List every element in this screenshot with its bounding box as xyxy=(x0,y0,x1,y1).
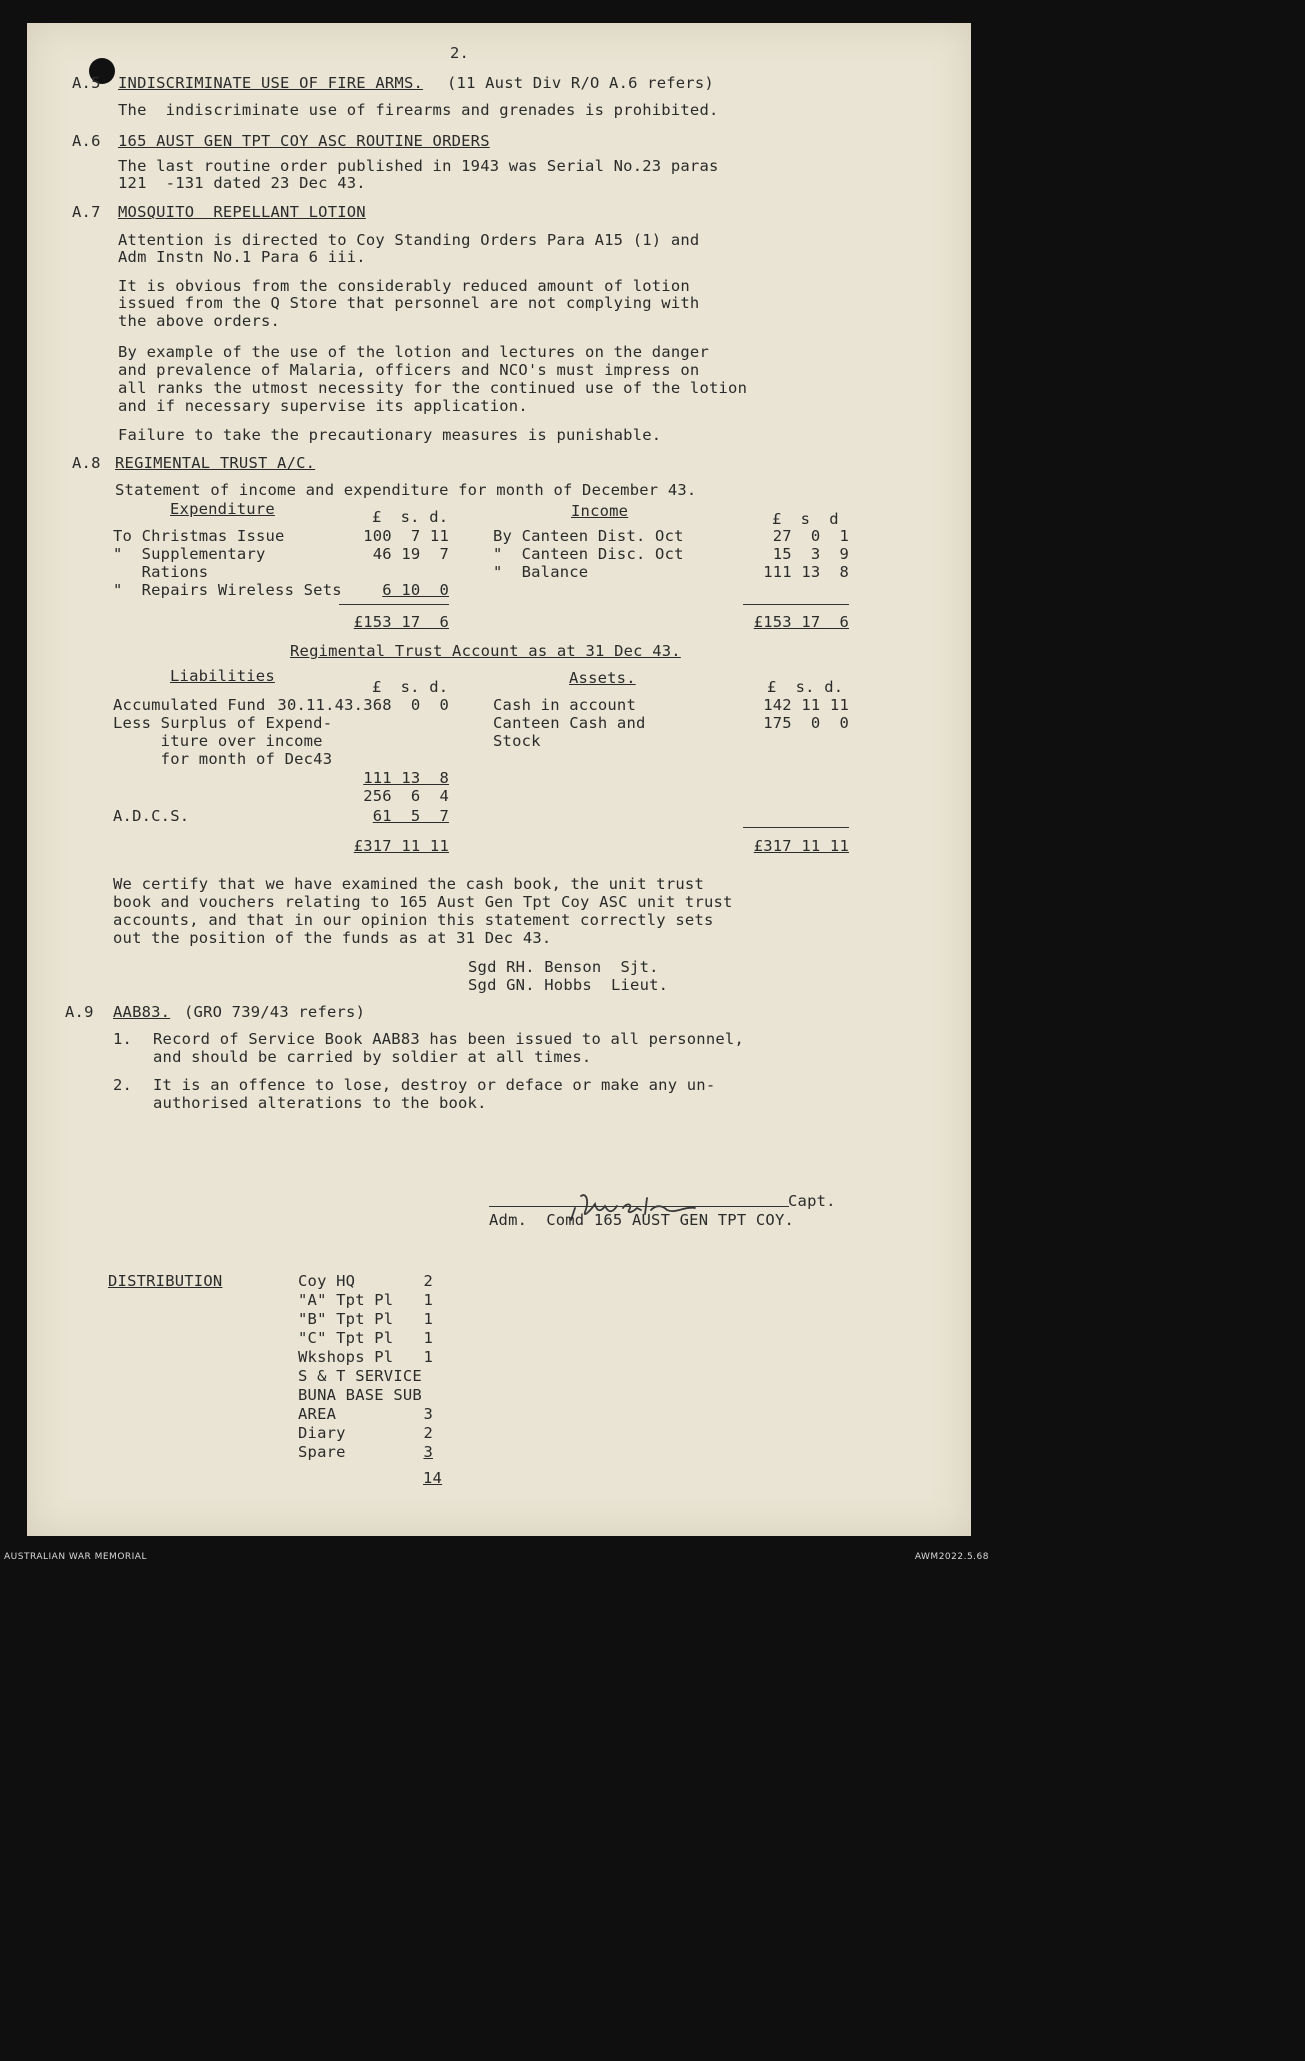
distribution-item: Spare xyxy=(298,1443,346,1461)
distribution-quantity: 3 xyxy=(423,1405,433,1423)
signoff-rank: Capt. xyxy=(788,1192,836,1210)
a7-text-line: Failure to take the precautionary measures is punishable. xyxy=(118,426,662,444)
income-item: " Balance xyxy=(493,563,589,581)
income-heading: Income xyxy=(571,502,629,520)
a9-item-line: authorised alterations to the book. xyxy=(153,1094,487,1112)
expenditure-item: Rations xyxy=(113,563,209,581)
assets-heading: Assets. xyxy=(569,669,636,687)
a9-item-number: 2. xyxy=(113,1076,133,1094)
a9-item-number: 1. xyxy=(113,1030,133,1048)
a6-text-line: The last routine order published in 1943 was Serial No.23 paras xyxy=(118,157,719,175)
distribution-quantity: 3 xyxy=(423,1443,433,1461)
liabilities-line: iture over income xyxy=(113,732,323,750)
a7-text-line: By example of the use of the lotion and lectures on the danger xyxy=(118,343,709,361)
document-page xyxy=(27,23,971,1536)
lsd-header: £ s. d. xyxy=(372,508,449,526)
a7-title: MOSQUITO REPELLANT LOTION xyxy=(118,203,366,221)
a7-text-line: and if necessary supervise its application. xyxy=(118,397,528,415)
income-amount: 111 13 8 xyxy=(763,563,849,581)
assets-amount: 175 0 0 xyxy=(763,714,849,732)
expenditure-amount: 100 7 11 xyxy=(363,527,449,545)
lsd-header: £ s. d. xyxy=(767,678,844,696)
distribution-quantity: 1 xyxy=(423,1348,433,1366)
a5-number: A.5 xyxy=(72,74,101,92)
liabilities-amount: 30.11.43.368 0 0 xyxy=(277,696,449,714)
a5-text: The indiscriminate use of firearms and grenades is prohibited. xyxy=(118,101,719,119)
page-number: 2. xyxy=(450,44,470,62)
distribution-item: AREA xyxy=(298,1405,337,1423)
a5-reference: (11 Aust Div R/O A.6 refers) xyxy=(447,74,714,92)
distribution-quantity: 2 xyxy=(423,1424,433,1442)
a6-number: A.6 xyxy=(72,132,101,150)
subtotal-amount: 256 6 4 xyxy=(363,787,449,805)
assets-total: £317 11 11 xyxy=(753,837,849,855)
distribution-quantity: 2 xyxy=(423,1272,433,1290)
a7-text-line: Attention is directed to Coy Standing Orders Para A15 (1) and xyxy=(118,231,700,249)
assets-line: Cash in account xyxy=(493,696,636,714)
distribution-item: "B" Tpt Pl xyxy=(298,1310,394,1328)
distribution-item: Coy HQ xyxy=(298,1272,356,1290)
account-title: Regimental Trust Account as at 31 Dec 43. xyxy=(290,642,681,660)
expenditure-amount: 46 19 7 xyxy=(372,545,449,563)
certification-line: out the position of the funds as at 31 Dec 43. xyxy=(113,929,552,947)
distribution-item: BUNA BASE SUB xyxy=(298,1386,422,1404)
a8-number: A.8 xyxy=(72,454,101,472)
a7-text-line: It is obvious from the considerably reduced amount of lotion xyxy=(118,277,690,295)
adcs-label: A.D.C.S. xyxy=(113,807,190,825)
a7-text-line: all ranks the utmost necessity for the continued use of the lotion xyxy=(118,379,748,397)
liabilities-line: for month of Dec43 xyxy=(113,750,333,768)
a7-text-line: and prevalence of Malaria, officers and NCO's must impress on xyxy=(118,361,700,379)
liabilities-heading: Liabilities xyxy=(170,667,275,685)
a7-text-line: the above orders. xyxy=(118,312,281,330)
a5-title: INDISCRIMINATE USE OF FIRE ARMS. xyxy=(118,74,424,92)
expenditure-heading: Expenditure xyxy=(170,500,275,518)
expenditure-item: " Supplementary xyxy=(113,545,266,563)
signatory: Sgd RH. Benson Sjt. xyxy=(468,958,659,976)
distribution-total: 14 xyxy=(423,1469,443,1487)
income-amount: 27 0 1 xyxy=(772,527,849,545)
a7-text-line: issued from the Q Store that personnel are not complying with xyxy=(118,294,700,312)
subtotal-amount: 111 13 8 xyxy=(363,769,449,787)
distribution-label: DISTRIBUTION xyxy=(108,1272,223,1290)
distribution-item: Diary xyxy=(298,1424,346,1442)
distribution-item: S & T SERVICE xyxy=(298,1367,422,1385)
distribution-item: "A" Tpt Pl xyxy=(298,1291,394,1309)
adcs-amount: 61 5 7 xyxy=(372,807,449,825)
distribution-quantity: 1 xyxy=(423,1291,433,1309)
expenditure-item: To Christmas Issue xyxy=(113,527,285,545)
income-item: By Canteen Dist. Oct xyxy=(493,527,684,545)
assets-line: Canteen Cash and xyxy=(493,714,646,732)
liabilities-line: Accumulated Fund xyxy=(113,696,266,714)
expenditure-total: £153 17 6 xyxy=(353,613,449,631)
footer-reference: AWM2022.5.68 xyxy=(914,1552,989,1562)
a7-text-line: Adm Instn No.1 Para 6 iii. xyxy=(118,248,366,266)
distribution-item: Wkshops Pl xyxy=(298,1348,394,1366)
liabilities-total: £317 11 11 xyxy=(353,837,449,855)
distribution-item: "C" Tpt Pl xyxy=(298,1329,394,1347)
income-item: " Canteen Disc. Oct xyxy=(493,545,684,563)
expenditure-amount: 6 10 0 xyxy=(382,581,449,599)
a9-number: A.9 xyxy=(65,1003,94,1021)
income-amount: 15 3 9 xyxy=(772,545,849,563)
certification-line: accounts, and that in our opinion this statement correctly sets xyxy=(113,911,714,929)
footer-institution: AUSTRALIAN WAR MEMORIAL xyxy=(4,1552,147,1562)
assets-line: Stock xyxy=(493,732,541,750)
a9-item-line: It is an offence to lose, destroy or deface or make any un- xyxy=(153,1076,716,1094)
a9-item-line: and should be carried by soldier at all times. xyxy=(153,1048,592,1066)
distribution-quantity: 1 xyxy=(423,1310,433,1328)
expenditure-item: " Repairs Wireless Sets xyxy=(113,581,342,599)
income-total: £153 17 6 xyxy=(753,613,849,631)
a9-reference: (GRO 739/43 refers) xyxy=(184,1003,366,1021)
a8-statement: Statement of income and expenditure for month of December 43. xyxy=(115,481,697,499)
a6-text-line: 121 -131 dated 23 Dec 43. xyxy=(118,174,366,192)
a6-title: 165 AUST GEN TPT COY ASC ROUTINE ORDERS xyxy=(118,132,490,150)
signoff-title: Adm. Comd 165 AUST GEN TPT COY. xyxy=(489,1211,795,1229)
certification-line: book and vouchers relating to 165 Aust Gen Tpt Coy ASC unit trust xyxy=(113,893,733,911)
lsd-header: £ s. d. xyxy=(372,678,449,696)
assets-amount: 142 11 11 xyxy=(763,696,849,714)
signatory: Sgd GN. Hobbs Lieut. xyxy=(468,976,669,994)
liabilities-line: Less Surplus of Expend- xyxy=(113,714,333,732)
distribution-quantity: 1 xyxy=(423,1329,433,1347)
lsd-header: £ s d xyxy=(772,510,839,528)
a9-item-line: Record of Service Book AAB83 has been issued to all personnel, xyxy=(153,1030,744,1048)
certification-line: We certify that we have examined the cash book, the unit trust xyxy=(113,875,704,893)
subtotal-rule xyxy=(339,604,449,605)
a9-title: AAB83. xyxy=(113,1003,171,1021)
a7-number: A.7 xyxy=(72,203,101,221)
subtotal-rule xyxy=(743,827,849,828)
a8-title: REGIMENTAL TRUST A/C. xyxy=(115,454,316,472)
subtotal-rule xyxy=(743,604,849,605)
